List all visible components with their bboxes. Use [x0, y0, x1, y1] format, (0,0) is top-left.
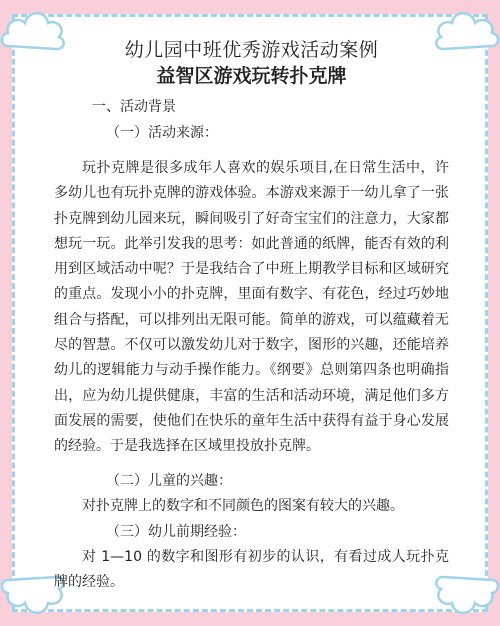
section-heading: 一、活动背景: [92, 99, 176, 115]
document-subtitle: 益智区游戏玩转扑克牌: [156, 65, 347, 87]
paragraph: 玩扑克牌是很多成年人喜欢的娱乐项目,在日常生活中，许多幼儿也有玩扑克牌的游戏体验。本游戏来源于一幼儿拿了一张扑克牌到幼儿园来玩，瞬间吸引了好奇宝宝们的注意力，大家都想玩一玩。此举引发我的思考：如此普通的纸牌，能否有效的利用到区域活动中呢？于是我结合了中班上期教学目标和区域研究的重点。发现小小的扑克牌，里面有数字、有花色，经过巧妙地组合与搭配，可以排列出无限可能。简单的游戏，可以蕴藏着无尽的智慧。不仅可以激发幼儿对于数字，图形的兴趣，还能培养幼儿的逻辑能力与动手操作能力。《纲要》总则第四条也明确指出，应为幼儿提供健康，丰富的生活和活动环境，满足他们多方面发展的需要，使他们在快乐的童年生活中获得有益于身心发展的经验。于是我选择在区域里投放扑克牌。: [54, 160, 449, 455]
document-title: 幼儿园中班优秀游戏活动案例: [124, 39, 379, 61]
paragraph: 对扑克牌上的数字和不同颜色的图案有较大的兴趣。: [82, 497, 404, 514]
paragraph: 对 1—10 的数字和图形有初步的认识，有看过成人玩扑克牌的经验。: [54, 548, 449, 591]
document-body: [54, 38, 449, 595]
subsection-heading: （二）儿童的兴趣：: [106, 472, 232, 489]
subsection-heading: （一）活动来源：: [106, 125, 218, 141]
subsection-heading: （三）幼儿前期经验：: [106, 523, 246, 540]
